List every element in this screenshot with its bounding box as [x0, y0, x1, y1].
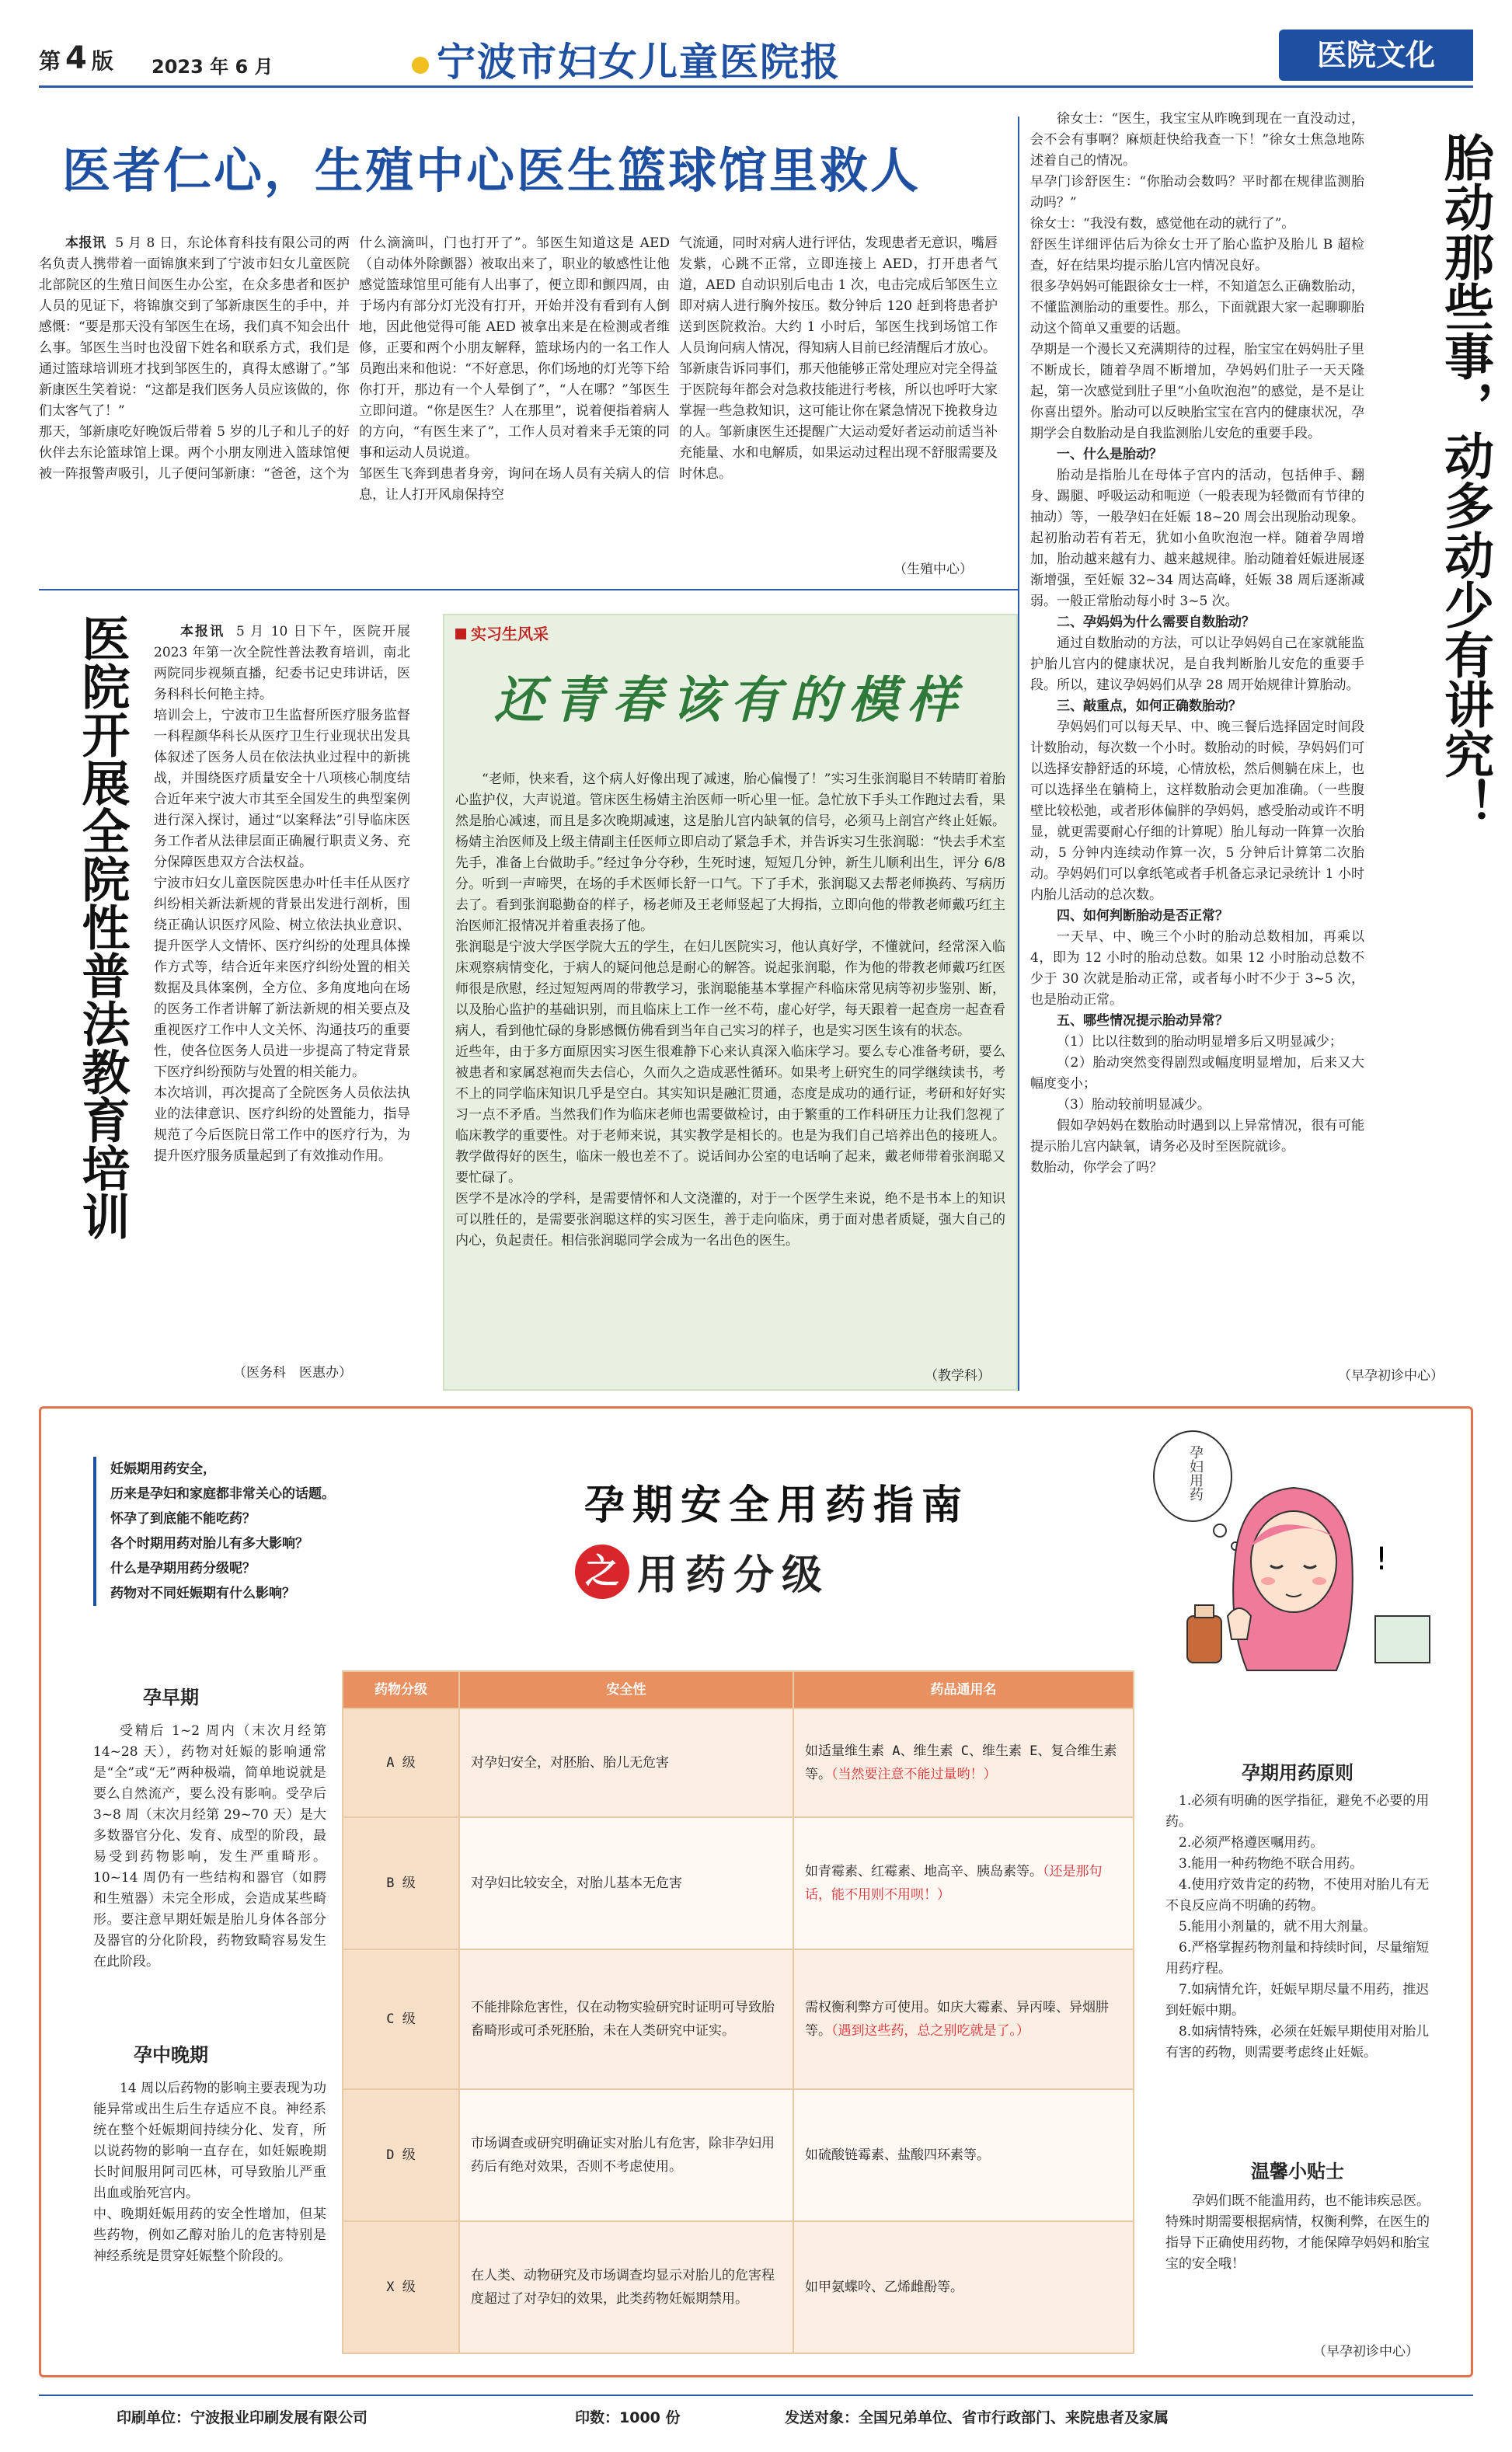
article4-intro: 徐女士：“医生，我宝宝从昨晚到现在一直没动过，会不会有事啊？麻烦赶快给我查一下！”徐女士焦急地陈述着自己的情况。 早孕门诊舒医生：“你胎动会数吗？平时都在规律监测胎动吗？” 徐女士：“我没有数，感觉他在动的就行了”。 舒医生详细评估后为徐女士开了胎心监护及胎儿 B 超检查，好在结果均提示胎儿宫内情况良好。 很多孕妈妈可能跟徐女士一样，不知道怎么正确数胎动，不懂监测胎动的重要性。那么，下面就跟大家一起聊聊胎动这个简单又重要的话题。 孕期是一个漫长又充满期待的过程，胎宝宝在妈妈肚子里不断成长，随着孕周不断增加，孕妈妈们肚子一天天隆起，第一次感觉到肚子里“小鱼吹泡泡”的感觉，是不是让你喜出望外。胎动可以反映胎宝宝在宫内的健康状况，孕期学会自数胎动是自我监测胎儿安危的重要手段。 一、什么是胎动？ 胎动是指胎儿在母体子宫内的活动，包括伸手、翻身、踢腿、呼吸运动和呃逆（一般表现为轻微而有节律的抽动）等，一般孕妇在妊娠 18~20 周会出现胎动现象。起初胎动若有若无，犹如小鱼吹泡泡一样。随着孕周增加，胎动越来越有力、越来越规律。胎动随着妊娠进展逐渐增强，至妊娠 32~34 周达高峰，妊娠 38 周后逐渐减弱。一般正常胎动每小时 3~5 次。 二、孕妈妈为什么需要自数胎动？ 通过自数胎动的方法，可以让孕妈妈自己在家就能监护胎儿宫内的健康状况，是自我判断胎儿安危的重要手段。所以，建议孕妈妈们从孕 28 周开始规律计算胎动。 三、敲重点，如何正确数胎动？ 孕妈妈们可以每天早、中、晚三餐后选择固定时间段计数胎动，每次数一个小时。数胎动的时候，孕妈妈们可以选择安静舒适的环境，心情放松，然后侧躺在床上，也可以选择坐在躺椅上，这样数胎动会更加准确。（一些腹壁比较松弛，或者形体偏胖的孕妈妈，感受胎动或许不明显，就更需要耐心仔细的计算呢）胎儿每动一阵算一次胎动，5 分钟内连续动作算一次，5 分钟后计算第二次胎动。孕妈妈们可以拿纸笔或者手机备忘录记录统计 1 小时内胎儿活动的总次数。 四、如何判断胎动是否正常？ 一天早、中、晚三个小时的胎动总数相加，再乘以 4，即为 12 小时的胎动总数。如果 12 小时胎动总数不少于 30 次就是胎动正常，或者每小时不少于 3~5 次，也是胎动正常。 五、哪些情况提示胎动异常？ （1）比以往数到的胎动明显增多后又明显减少； （2）胎动突然变得剧烈或幅度明显增加，后来又大幅度变小； （3）胎动较前明显减少。 假如孕妈妈在数胎动时遇到以上异常情况，很有可能提示胎儿宫内缺氧，请务必及时至医院就诊。 数胎动，你学会了吗？ [1030, 111, 1364, 1175]
principles-title: 孕期用药原则 [1242, 1762, 1353, 1784]
footer-printer: 印刷单位：宁波报业印刷发展有限公司 [117, 2409, 368, 2426]
safety-cell: 在人类、动物研究及市场调查均显示对胎儿的危害程度超过了对孕妇的效果，此类药物妊娠期禁用。 [459, 2221, 793, 2353]
table-row [343, 1949, 1134, 2089]
article3-byline: （教学科） [925, 1368, 991, 1384]
bubble-text: 孕妇用药 [1187, 1445, 1204, 1501]
page-number: 第 4 版 [39, 40, 113, 76]
guide-subtitle: 之 用药分级 [575, 1542, 830, 1600]
table-row [343, 2089, 1134, 2221]
cheek-left-icon [1261, 1577, 1275, 1585]
article2-byline: （医务科 医惠办） [233, 1365, 352, 1381]
article1-col2: 什么滴滴叫，门也打开了”。邹医生知道这是 AED（自动体外除颤器）被取出来了，职业的敏感性让他感觉篮球馆里可能有人出事了，便立即和颤四周，由于场内有部分灯光没有打开，开始并没有看到有人倒地，因此他觉得可能 AED 被拿出来是在检测或者维修，正要和两个小朋友解释，篮球场内的一名工作人员跑出来和他说：“不好意思，你们场地的灯光等下给你打开，那边有一个人晕倒了”，“人在哪？”邹医生立即问道。“你是医生？人在那里”，说着便指着病人的方向，“有医生来了”，工作人员对着来手无策的同事和运动人员说道。 邹医生飞奔到患者身旁，询问在场人员有关病人的信息，让人打开风扇保持空 [359, 235, 670, 503]
article3-title: 还青春该有的模样 [494, 671, 967, 730]
safety-cell: 对孕妇安全，对胚胎、胎儿无危害 [459, 1708, 793, 1817]
article2-body: 本报讯 5 月 10 日下午，医院开展 2023 年第一次全院性普法教育培训，南北两院同步视频直播，纪委书记史玮讲话，医务科科长何艳主持。 培训会上，宁波市卫生监督所医疗服务监督一科程颜华科长从医疗卫生行业现状出发具体叙述了医务人员在依法执业过程中的新挑战，并围绕医疗质量安全十八项核心制度结合近年来宁波大市其至全国发生的典型案例进行深入探讨，通过“以案释法”引导临床医务工作者从法律层面正确履行职责义务、充分保障医患双方合法权益。 宁波市妇女儿童医院医患办叶任丰任从医疗纠纷相关新法新规的背景出发进行剖析，围绕正确认识医疗风险、树立依法执业意识、提升医学人文情怀、医疗纠纷的处理具体操作方式等，结合近年来医疗纠纷处置的相关数据及具体案例，全方位、多角度地向在场的医务工作者讲解了新法新规的相关要点及重视医疗工作中人文关怀、沟通技巧的重要性，使各位医务人员进一步提高了特定背景下医疗纠纷预防与处置的相关能力。 本次培训，再次提高了全院医务人员依法执业的法律意识、医疗纠纷的处置能力，指导规范了今后医院日常工作中的医疗行为，为提升医疗服务质量起到了有效推动作用。 [154, 624, 410, 1164]
drugs-cell: 如硫酸链霉素、盐酸四环素等。 [793, 2089, 1134, 2221]
bottle-cap-icon [1195, 1605, 1214, 1618]
title-circle-badge: 之 [575, 1545, 629, 1599]
grade-cell: A 级 [343, 1708, 459, 1817]
footer-bar [39, 2402, 1473, 2433]
article4-title: 胎动那些事，动多动少有讲究！ [1436, 132, 1493, 828]
tips-text: 孕妈们既不能滥用药，也不能讳疾忌医。 特殊时期需要根据病情，权衡利弊，在医生的指导下正确使用药物，才能保障孕妈妈和胎宝宝的安全哦！ [1165, 2193, 1430, 2272]
article2-title: 医院开展全院性普法教育培训 [74, 614, 131, 1240]
cheek-right-icon [1312, 1577, 1326, 1585]
mid-title: 孕中晚期 [134, 2044, 208, 2066]
pregnant-woman-illustration [1119, 1422, 1453, 1678]
safety-cell: 不能排除危害性，仅在动物实验研究时证明可导致胎畜畸形或可杀死胚胎，未在人类研究中证实。 [459, 1949, 793, 2089]
early-title: 孕早期 [143, 1687, 199, 1708]
drugs-cell: 需权衡利弊方可使用。如庆大霉素、异丙嗪、异烟肼等。（遇到这些药，总之别吃就是了。） [793, 1949, 1134, 2089]
bubble-dot-icon [1214, 1524, 1226, 1537]
footer-rule [39, 2395, 1473, 2396]
article1-title: 医者仁心，生殖中心医生篮球馆里救人 [62, 142, 921, 199]
grade-cell: C 级 [343, 1949, 459, 2089]
article1-bottom-rule [39, 589, 1018, 590]
medicine-bottle-icon [1187, 1616, 1221, 1663]
medicine-box-icon [1375, 1616, 1430, 1663]
article1-byline: （生殖中心） [894, 562, 973, 577]
drugs-cell: 如适量维生素 A、维生素 C、维生素 E、复合维生素等。（当然要注意不能过量哟！） [793, 1708, 1134, 1817]
issue-date: 2023 年 6 月 [152, 56, 273, 78]
section-badge: 医院文化 [1279, 30, 1473, 81]
exclamation-icon: ! [1375, 1541, 1388, 1577]
drugs-cell: 如甲氨蝶呤、乙烯雌酚等。 [793, 2221, 1134, 2353]
table-header-grade: 药物分级 [343, 1671, 459, 1708]
paper-title-dot [412, 57, 429, 74]
guide-questions: 妊娠期用药安全， 历来是孕妇和家庭都非常关心的话题。 怀孕了到底能不能吃药？ 各个时期用药对胎儿有多大影响？ 什么是孕期用药分级呢？ 药物对不同妊娠期有什么影响？ [93, 1457, 458, 1606]
safety-cell: 市场调查或研究明确证实对胎儿有危害，除非孕妇用药后有绝对效果，否则不考虑使用。 [459, 2089, 793, 2221]
article3-body: “老师，快来看，这个病人好像出现了减速，胎心偏慢了！”实习生张润聪目不转睛盯着胎心监护仪，大声说道。管床医生杨婧主治医师一听心里一怔。急忙放下手头工作跑过去看，果然是胎心减速，而且是多次晚期减速，这是胎儿宫内缺氧的信号，必须马上剖宫产终止妊娠。杨婧主治医师及上级主倩副主任医师立即启动了紧急手术，并告诉实习生张润聪：“快去手术室先手，准备上台做助手。”经过争分夺秒，生死时速，短短几分钟，新生儿顺利出生，评分 6/8 分。听到一声啼哭，在场的手术医师长舒一口气。下了手术，张润聪又去帮老师换药、写病历去了。看到张润聪勤奋的样子，杨老师及王老师竖起了大拇指，立即向他的带教老师戴巧红主治医师汇报情况并着重表扬了他。 张润聪是宁波大学医学院大五的学生，在妇儿医院实习，他认真好学，不懂就问，经常深入临床观察病情变化，于病人的疑问他总是耐心的解答。说起张润聪，作为他的带教老师戴巧红医师很是欣慰，经过短短两周的带教学习，张润聪能基本掌握产科临床常见病等初步鉴别、断，以及胎心监护的基础识别，而且临床上工作一丝不苟，虚心好学，每天跟着一起查房一起查看病人，看到他忙碌的身影感慨仿佛看到当年自己实习的样子，也是实习医生该有的状态。 近些年，由于多方面原因实习医生很难静下心来认真深入临床学习。要么专心准备考研，要么被患者和家属怼袍而失去信心，久而久之造成恶性循环。如果考上研究生的同学继续读书，考不上的同学临床知识几乎是空白。其实知识是融汇贯通，态度是成功的通行证，考研和好好实习一点不矛盾。当然我们作为临床老师也需要做检讨，由于繁重的工作科研压力让我们忽视了临床教学的重要性。对于老师来说，其实教学是相长的。也是为我们自己培养出色的接班人。教学做得好的医生，临床一般也差不了。说话间办公室的电话响了起来，戴老师带着张润聪又要忙碌了。 医学不是冰冷的学科，是需要情怀和人文浇灌的，对于一个医学生来说，绝不是书本上的知识可以胜任的，是需要张润聪这样的实习医生，善于走向临床，勇于面对患者质疑，强大自己的内心，负起责任。相信张润聪同学会成为一名出色的医生。 [455, 771, 1005, 1249]
footer-recipients: 发送对象：全国兄弟单位、省市行政部门、来院患者及家属 [785, 2409, 1169, 2426]
table-row [343, 1817, 1134, 1949]
table-header-drugs: 药品通用名 [793, 1671, 1134, 1708]
mid-text: 14 周以后药物的影响主要表现为功能异常或出生后生存适应不良。神经系统在整个妊娠期间持续分化、发育，所以说药物的影响一直存在，如妊娠晚期长时间服用阿司匹林，可导致胎儿严重出血或胎死宫内。 中、晚期妊娠用药的安全性增加，但某些药物，例如乙醇对胎儿的危害特别是神经系统是贯穿妊娠整个阶段的。 [93, 2081, 326, 2264]
drugs-cell: 如青霉素、红霉素、地高辛、胰岛素等。（还是那句话，能不用则不用呗！） [793, 1817, 1134, 1949]
masthead [39, 26, 1473, 89]
table-header-row [343, 1671, 1134, 1708]
drug-grade-table [342, 1670, 1134, 2354]
tips-title: 温馨小贴士 [1251, 2161, 1344, 2182]
article4-byline: （早孕初诊中心） [1338, 1368, 1444, 1384]
article1-col1: 本报讯 5 月 8 日，东论体育科技有限公司的两名负责人携带着一面锦旗来到了宁波市妇女儿童医院北部院区的生殖日间医生办公室，在众多患者和医护人员的见证下，将锦旗交到了邹新康医生的手中，并感慨：“要是那天没有邹医生在场，我们真不知会出什么事。邹医生当时也没留下姓名和联系方式，我们是通过篮球培训班才找到邹医生的，真得太感谢了。”邹新康医生笑着说：“这都是我们医务人员应该做的，你们太客气了！” 那天，邹新康吃好晚饭后带着 5 岁的儿子和儿子的好伙伴去东论篮球馆上课。两个小朋友刚进入篮球馆便被一阵报警声吸引，儿子便问邹新康：“爸爸，这个为 [39, 235, 350, 482]
grade-cell: B 级 [343, 1817, 459, 1949]
table-header-safety: 安全性 [459, 1671, 793, 1708]
early-text: 受精后 1~2 周内（末次月经第 14~28 天），药物对妊娠的影响通常是“全”或“无”两种极端，简单地说就是要么自然流产，要么没有影响。受孕后 3~8 周（末次月经第 29~70 天）是大多数器官分化、发育、成型的阶段，最易受到药物影响，发生严重畸形。10~14 周仍有一些结构和器官（如腭和生殖器）未完全形成，会造成某些畸形。要注意早期妊娠是胎儿身体各部分及器官的分化阶段，药物致畸容易发生在此阶段。 [93, 1723, 326, 1970]
principles-list: 1.必须有明确的医学指征，避免不必要的用药。 2.必须严格遵医嘱用药。 3.能用一种药物绝不联合用药。 4.使用疗效肯定的药物，不使用对胎儿有无不良反应尚不明确的药物。 5.能用小剂量的，就不用大剂量。 6.严格掌握药物剂量和持续时间，尽量缩短用药疗程。 7.如病情允许，妊娠早期尽量不用药，推迟到妊娠中期。 8.如病情特殊，必须在妊娠早期使用对胎儿有害的药物，则需要考虑终止妊娠。 [1165, 1793, 1430, 2060]
table-row [343, 2221, 1134, 2353]
safety-cell: 对孕妇比较安全，对胎儿基本无危害 [459, 1817, 793, 1949]
right-column-divider [1018, 117, 1019, 1391]
paper-title: 宁波市妇女儿童医院报 [412, 31, 841, 87]
grade-cell: X 级 [343, 2221, 459, 2353]
table-row [343, 1708, 1134, 1817]
guide-byline: （早孕初诊中心） [1313, 2344, 1419, 2360]
header-rule [39, 85, 1473, 88]
tag-square-icon [455, 629, 466, 639]
grade-cell: D 级 [343, 2089, 459, 2221]
guide-title: 孕期安全用药指南 [584, 1482, 970, 1529]
hand-icon [1228, 1608, 1251, 1639]
article1-col3: 气流通，同时对病人进行评估，发现患者无意识，嘴唇发紫，心跳不正常，立即连接上 AED，打开患者气道，AED 自动识别后电击 1 次，电击完成后邹医生立即对病人进行胸外按压。数分钟后 120 赶到将患者护送到医院救治。大约 1 小时后，邹医生找到场馆工作人员询问病人情况，得知病人目前已经清醒后才放心。 邹新康告诉同事们，那天他能够正常处理应对完全得益于医院每年都会对急救技能进行考核，所以也呼吁大家掌握一些急救知识，这可能让你在紧急情况下挽救身边的人。邹新康医生还提醒广大运动爱好者运动前适当补充能量、水和电解质，如果运动过程出现不舒服需要及时休息。 [679, 235, 998, 482]
article3-tag: 实习生风采 [455, 622, 549, 644]
footer-copies: 印数：1000 份 [575, 2409, 681, 2426]
